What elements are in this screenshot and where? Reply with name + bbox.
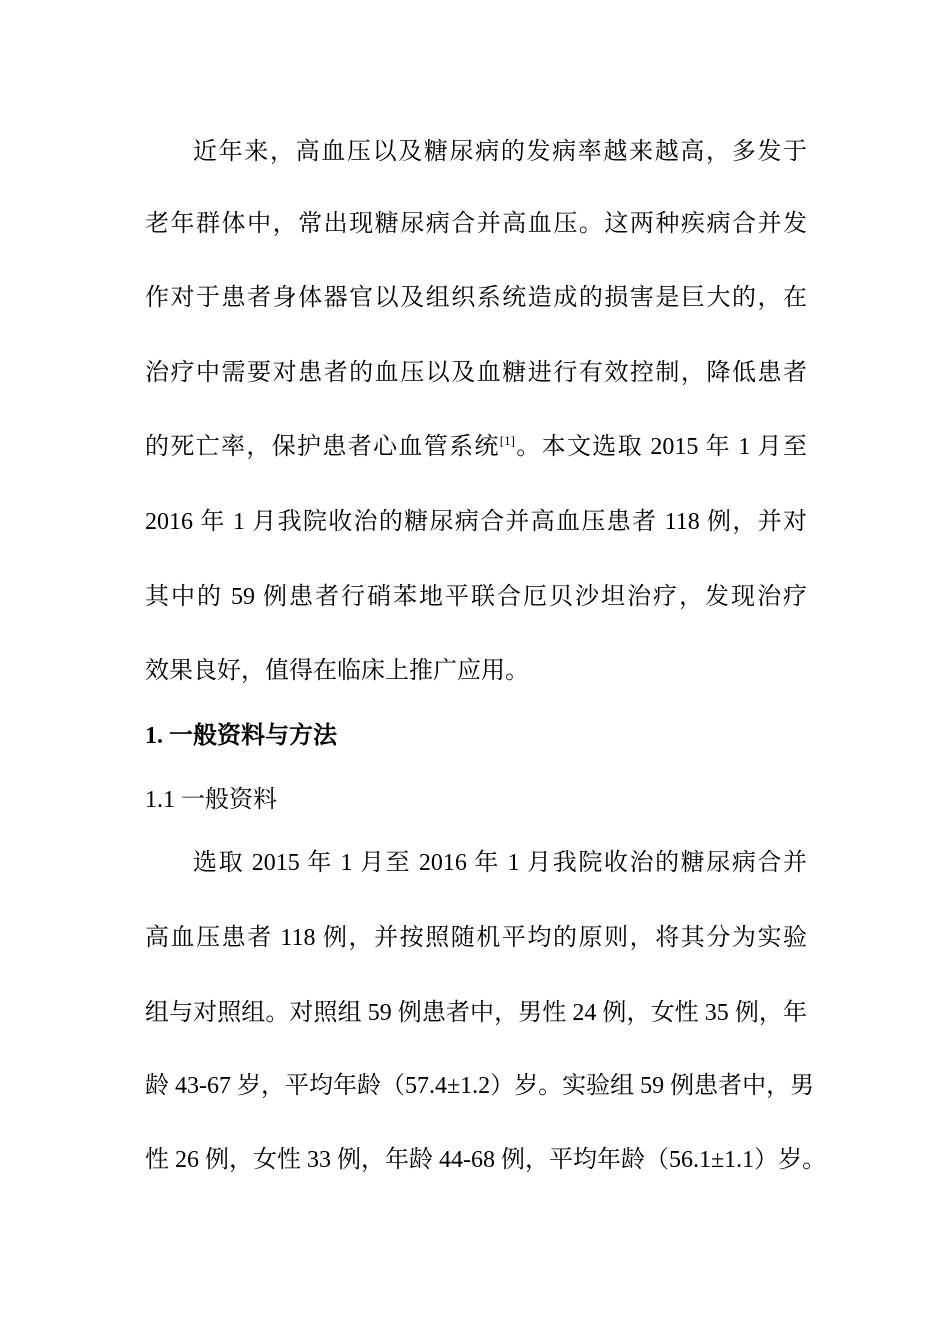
paragraph-1-line-5-text-b: 。本文选取 2015 年 1 月至 [514,434,808,460]
paragraph-1-line-5 [145,432,807,462]
paragraph-2-line-2: 高血压患者 118 例，并按照随机平均的原则，将其分为实验 [145,925,807,951]
subsection-heading: 1.1 一般资料 [145,787,277,813]
paragraph-2-line-1: 选取 2015 年 1 月至 2016 年 1 月我院收治的糖尿病合并 [193,850,807,876]
paragraph-1-line-4: 治疗中需要对患者的血压以及血糖进行有效控制，降低患者 [145,360,807,386]
paragraph-2-line-3: 组与对照组。对照组 59 例患者中，男性 24 例，女性 35 例，年 [145,1000,807,1026]
paragraph-1-line-1: 近年来，高血压以及糖尿病的发病率越来越高，多发于 [193,139,807,165]
paragraph-2-line-5: 性 26 例，女性 33 例，年龄 44-68 例，平均年龄（56.1±1.1）岁。 [145,1147,827,1173]
paragraph-1-line-8: 效果良好，值得在临床上推广应用。 [145,658,529,684]
citation-reference: [1] [499,433,515,448]
paragraph-1-line-2: 老年群体中，常出现糖尿病合并高血压。这两种疾病合并发 [145,211,807,237]
paragraph-2-line-4: 龄 43-67 岁，平均年龄（57.4±1.2）岁。实验组 59 例患者中，男 [145,1073,815,1099]
paragraph-1-line-5-text-a: 的死亡率，保护患者心血管系统 [145,434,500,460]
paragraph-1-line-7: 其中的 59 例患者行硝苯地平联合厄贝沙坦治疗，发现治疗 [145,584,807,610]
paragraph-1-line-3: 作对于患者身体器官以及组织系统造成的损害是巨大的，在 [145,285,807,311]
paragraph-1-line-6: 2016 年 1 月我院收治的糖尿病合并高血压患者 118 例，并对 [145,509,807,535]
section-heading: 1. 一般资料与方法 [145,723,337,749]
